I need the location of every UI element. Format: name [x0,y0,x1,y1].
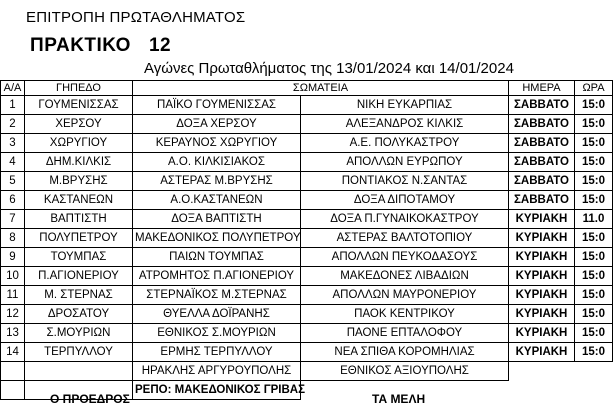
match-day: ΚΥΡΙΑΚΗ [509,248,575,267]
match-stadium: Σ.ΜΟΥΡΙΩΝ [25,324,133,343]
match-day: ΚΥΡΙΑΚΗ [509,210,575,229]
match-number: 10 [1,267,25,286]
match-stadium: ΧΕΡΣΟΥ [25,115,133,134]
home-team: ΔΟΞΑ ΒΑΠΤΙΣΤΗ [133,210,301,229]
home-team: ΘΥΕΛΛΑ ΔΟΪΡΑΝΗΣ [133,305,301,324]
match-number: 11 [1,286,25,305]
match-number: 12 [1,305,25,324]
match-time: 15:0 [575,343,613,362]
document-title [30,35,171,57]
table-row [1,153,613,172]
match-day: ΚΥΡΙΑΚΗ [509,343,575,362]
footer-members: ΤΑ ΜΕΛΗ [372,392,426,406]
match-stadium: ΚΑΣΤΑΝΕΩΝ [25,191,133,210]
match-number: 3 [1,134,25,153]
match-day: ΣΑΒΒΑΤΟ [509,172,575,191]
match-day: ΚΥΡΙΑΚΗ [509,229,575,248]
match-number: 2 [1,115,25,134]
document-number: 12 [148,35,172,56]
match-number: 13 [1,324,25,343]
home-team: ΣΤΕΡΝΑΪΚΟΣ Μ.ΣΤΕΡΝΑΣ [133,286,301,305]
extra-match-row [1,362,613,381]
away-team: ΠΑΟΚ ΚΕΝΤΡΙΚΟΥ [301,305,509,324]
match-stadium: Μ.ΒΡΥΣΗΣ [25,172,133,191]
match-day: ΣΑΒΒΑΤΟ [509,134,575,153]
matches-subtitle: Αγώνες Πρωταθλήματος της 13/01/2024 και 14/01/2024 [144,60,514,77]
away-team: ΔΟΞΑ Π.ΓΥΝΑΙΚΟΚΑΣΤΡΟΥ [301,210,509,229]
match-stadium: ΒΑΠΤΙΣΤΗ [25,210,133,229]
match-day: ΚΥΡΙΑΚΗ [509,286,575,305]
home-team: ΕΘΝΙΚΟΣ Σ.ΜΟΥΡΙΩΝ [133,324,301,343]
match-time: 15:0 [575,115,613,134]
empty-cell [575,362,613,381]
match-day: ΚΥΡΙΑΚΗ [509,267,575,286]
home-team: Α.Ο. ΚΙΛΚΙΣΙΑΚΟΣ [133,153,301,172]
table-row [1,229,613,248]
match-time: 15:0 [575,172,613,191]
col-stadium-header: ΓΗΠΕΔΟ [25,81,133,96]
away-team: ΠΑΟΝΕ ΕΠΤΑΛΟΦΟΥ [301,324,509,343]
away-team: ΜΑΚΕΔΟΝΕΣ ΛΙΒΑΔΙΩΝ [301,267,509,286]
empty-cell [1,362,25,381]
table-row [1,343,613,362]
col-day-header: ΗΜΕΡΑ [509,81,575,96]
match-time: 15:0 [575,324,613,343]
match-time: 15:0 [575,229,613,248]
match-day: ΚΥΡΙΑΚΗ [509,324,575,343]
empty-cell [509,362,575,381]
table-row [1,96,613,115]
away-team: ΔΟΞΑ ΔΙΠΟΤΑΜΟΥ [301,191,509,210]
col-teams-header: ΣΩΜΑΤΕΙΑ [133,81,509,96]
extra-away-team: ΕΘΝΙΚΟΣ ΑΞΙΟΥΠΟΛΗΣ [301,362,509,381]
title-label: ΠΡΑΚΤΙΚΟ [30,35,131,56]
match-number: 6 [1,191,25,210]
match-number: 9 [1,248,25,267]
fixtures-table [0,80,613,400]
match-time: 15:0 [575,286,613,305]
home-team: ΑΤΡΟΜΗΤΟΣ Π.ΑΓΙΟΝΕΡΙΟΥ [133,267,301,286]
table-row [1,191,613,210]
match-time: 15:0 [575,191,613,210]
table-header-row [1,81,613,96]
match-stadium: ΤΟΥΜΠΑΣ [25,248,133,267]
match-day: ΣΑΒΒΑΤΟ [509,153,575,172]
match-stadium: Μ. ΣΤΕΡΝΑΣ [25,286,133,305]
match-number: 14 [1,343,25,362]
empty-cell [25,362,133,381]
table-row [1,286,613,305]
match-stadium: ΤΕΡΠΥΛΛΟΥ [25,343,133,362]
rest-team: ΡΕΠΟ: ΜΑΚΕΔΟΝΙΚΟΣ ΓΡΙΒΑΣ [133,381,301,400]
home-team: ΑΣΤΕΡΑΣ Μ.ΒΡΥΣΗΣ [133,172,301,191]
match-day: ΣΑΒΒΑΤΟ [509,191,575,210]
empty-cell [575,381,613,400]
away-team: ΑΠΟΛΛΩΝ ΕΥΡΩΠΟΥ [301,153,509,172]
footer-president: Ο ΠΡΟΕΔΡΟΣ [50,392,130,406]
match-stadium: ΓΟΥΜΕΝΙΣΣΑΣ [25,96,133,115]
match-time: 11.0 [575,210,613,229]
match-stadium: Π.ΑΓΙΟΝΕΡΙΟΥ [25,267,133,286]
away-team: ΑΠΟΛΛΩΝ ΜΑΥΡΟΝΕΡΙΟΥ [301,286,509,305]
empty-cell [1,381,25,400]
extra-home-team: ΗΡΑΚΛΗΣ ΑΡΓΥΡΟΥΠΟΛΗΣ [133,362,301,381]
match-day: ΣΑΒΒΑΤΟ [509,96,575,115]
away-team: ΝΕΑ ΣΠΙΘΑ ΚΟΡΟΜΗΛΙΑΣ [301,343,509,362]
empty-cell [509,381,575,400]
home-team: ΚΕΡΑΥΝΟΣ ΧΩΡΥΓΙΟΥ [133,134,301,153]
table-row [1,248,613,267]
match-time: 15:0 [575,96,613,115]
match-time: 15:0 [575,267,613,286]
table-row [1,210,613,229]
table-row [1,134,613,153]
table-row [1,324,613,343]
away-team: ΑΣΤΕΡΑΣ ΒΑΛΤΟΤΟΠΙΟΥ [301,229,509,248]
away-team: ΠΟΝΤΙΑΚΟΣ Ν.ΣΑΝΤΑΣ [301,172,509,191]
match-time: 15:0 [575,305,613,324]
col-aa-header: Α/Α [1,81,25,96]
table-row [1,115,613,134]
match-stadium: ΔΗΜ.ΚΙΛΚΙΣ [25,153,133,172]
home-team: ΕΡΜΗΣ ΤΕΡΠΥΛΛΟΥ [133,343,301,362]
home-team: ΔΟΞΑ ΧΕΡΣΟΥ [133,115,301,134]
home-team: Α.Ο.ΚΑΣΤΑΝΕΩΝ [133,191,301,210]
match-number: 1 [1,96,25,115]
match-number: 4 [1,153,25,172]
match-day: ΚΥΡΙΑΚΗ [509,305,575,324]
away-team: ΑΠΟΛΛΩΝ ΠΕΥΚΟΔΑΣΟΥΣ [301,248,509,267]
table-row [1,172,613,191]
match-day: ΣΑΒΒΑΤΟ [509,115,575,134]
match-time: 15:0 [575,248,613,267]
table-row [1,305,613,324]
match-stadium: ΧΩΡΥΓΙΟΥ [25,134,133,153]
away-team: Α.Ε. ΠΟΛΥΚΑΣΤΡΟΥ [301,134,509,153]
home-team: ΠΑΙΩΝ ΤΟΥΜΠΑΣ [133,248,301,267]
match-stadium: ΠΟΛΥΠΕΤΡΟΥ [25,229,133,248]
match-time: 15:0 [575,134,613,153]
match-number: 5 [1,172,25,191]
away-team: ΑΛΕΞΑΝΔΡΟΣ ΚΙΛΚΙΣ [301,115,509,134]
table-row [1,267,613,286]
match-number: 8 [1,229,25,248]
home-team: ΜΑΚΕΔΟΝΙΚΟΣ ΠΟΛΥΠΕΤΡΟΥ [133,229,301,248]
match-number: 7 [1,210,25,229]
home-team: ΠΑΪΚΟ ΓΟΥΜΕΝΙΣΣΑΣ [133,96,301,115]
match-stadium: ΔΡΟΣΑΤΟΥ [25,305,133,324]
match-time: 15:0 [575,153,613,172]
away-team: ΝΙΚΗ ΕΥΚΑΡΠΙΑΣ [301,96,509,115]
col-time-header: ΩΡΑ [575,81,613,96]
organization-name: ΕΠΙΤΡΟΠΗ ΠΡΩΤΑΘΛΗΜΑΤΟΣ [26,9,246,26]
